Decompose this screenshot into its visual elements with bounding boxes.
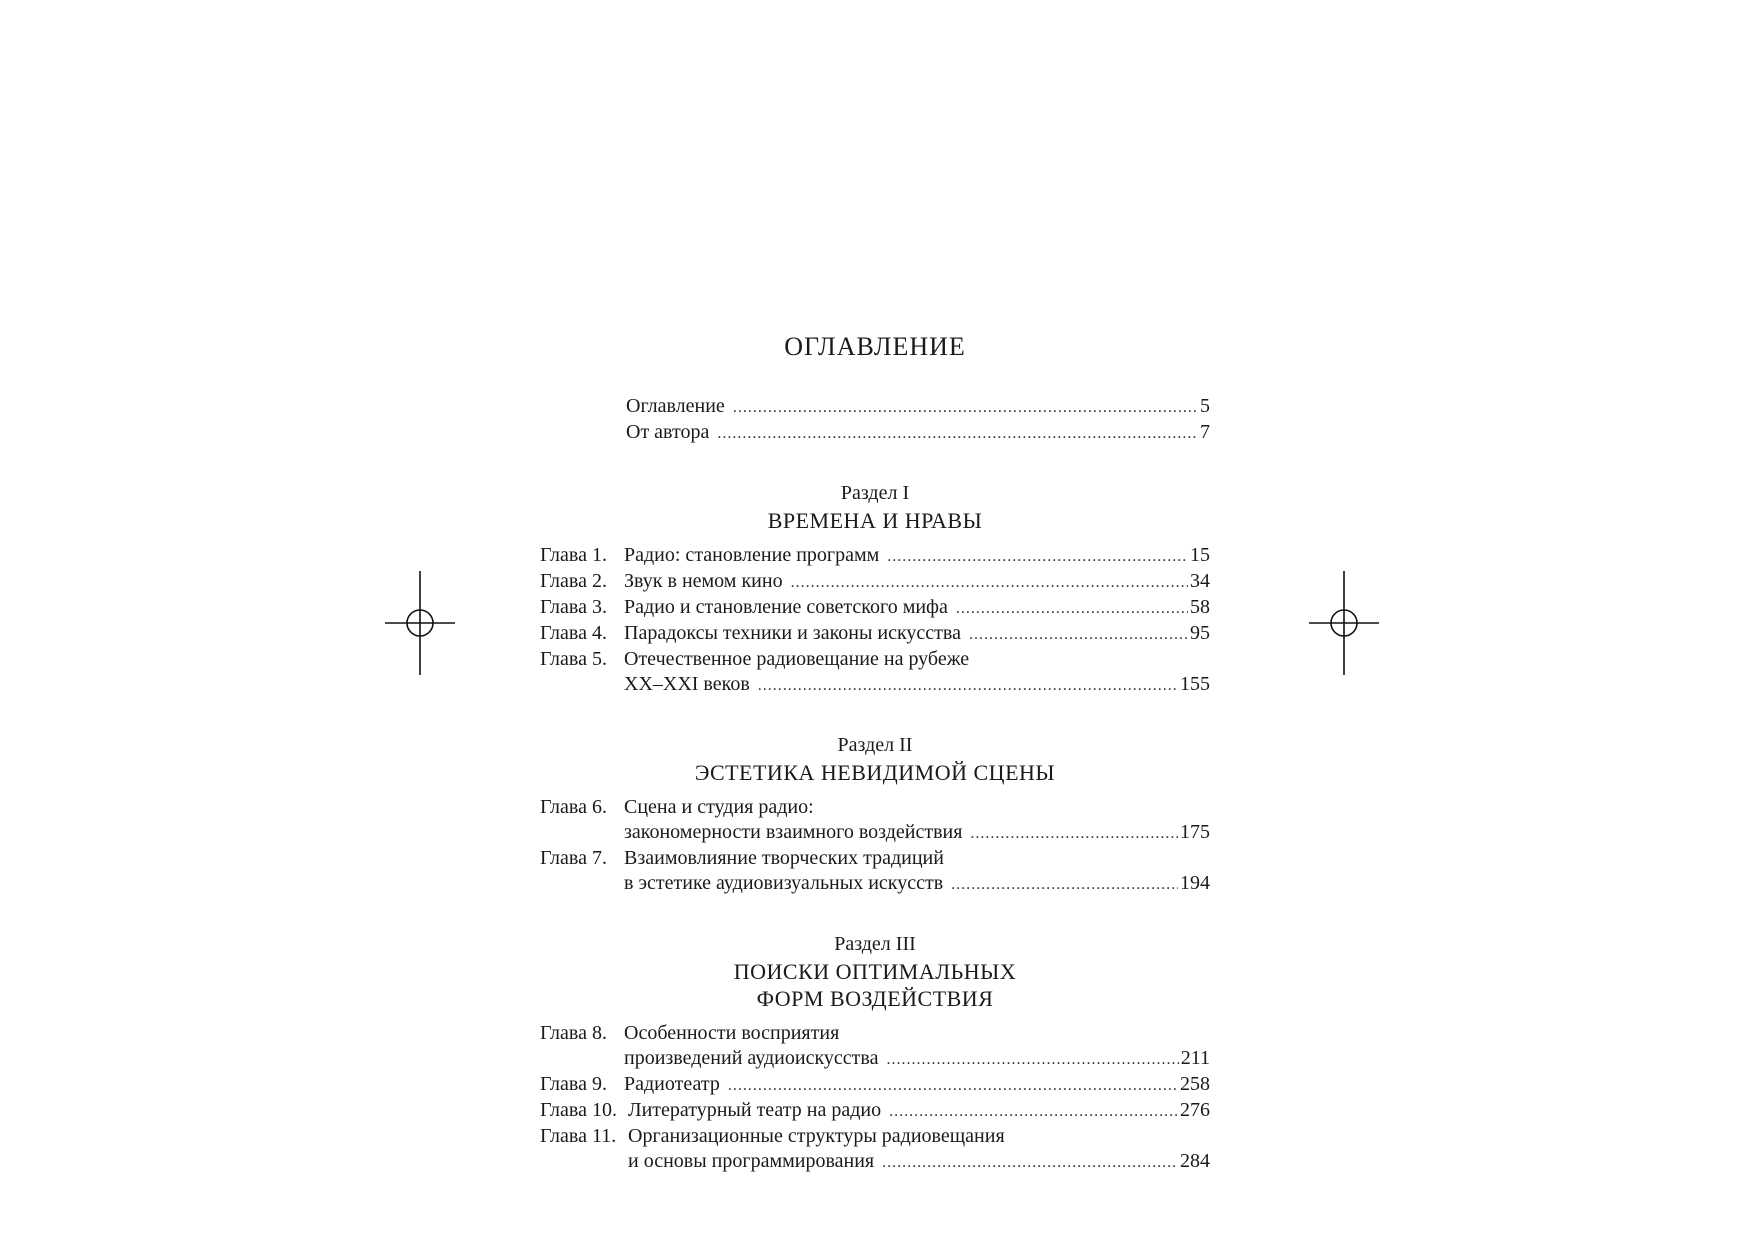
dot-leader <box>889 1099 1178 1124</box>
toc-entry-chapter <box>540 621 1210 647</box>
chapter-prefix: Глава 2. <box>540 570 607 592</box>
section-3 <box>540 931 1210 1175</box>
toc-entry-chapter <box>540 595 1210 621</box>
section-2 <box>540 732 1210 897</box>
chapter-title: Организационные структуры радиовещания <box>628 1125 1005 1147</box>
chapter-title: Радио и становление советского мифа <box>624 596 948 618</box>
chapter-title: произведений аудиоискусства <box>624 1047 879 1069</box>
section-heading: Раздел II <box>837 734 913 756</box>
section-title-line-2: ФОРМ ВОЗДЕЙСТВИЯ <box>756 986 994 1011</box>
section-title: ЭСТЕТИКА НЕВИДИМОЙ СЦЕНЫ <box>694 760 1056 785</box>
toc-entry-continuation <box>540 672 1210 698</box>
chapter-title: Литературный театр на радио <box>628 1099 882 1121</box>
entry-label: От автора <box>626 421 710 443</box>
toc-entry-chapter <box>540 1072 1210 1098</box>
chapter-title: Сцена и студия радио: <box>624 796 814 818</box>
chapter-prefix: Глава 7. <box>540 847 607 869</box>
dot-leader <box>956 596 1188 621</box>
page-number: 5 <box>1200 395 1210 417</box>
chapter-prefix: Глава 6. <box>540 796 607 818</box>
toc-entry-chapter <box>540 1124 1210 1149</box>
chapter-title: закономерности взаимного воздействия <box>624 821 963 843</box>
chapter-prefix: Глава 1. <box>540 544 607 566</box>
registration-mark-right-icon <box>1309 571 1379 675</box>
dot-leader <box>882 1150 1178 1175</box>
dot-leader <box>887 544 1188 569</box>
dot-leader <box>733 395 1198 420</box>
dot-leader <box>791 570 1188 595</box>
chapter-title: Звук в немом кино <box>624 570 783 592</box>
chapter-prefix: Глава 8. <box>540 1022 607 1044</box>
page-number: 58 <box>1190 596 1210 618</box>
chapter-title: Взаимовлияние творческих традиций <box>624 847 944 869</box>
chapter-prefix: Глава 11. <box>540 1125 617 1147</box>
chapter-prefix: Глава 3. <box>540 596 607 618</box>
entry-label: Оглавление <box>626 395 725 417</box>
chapter-title: Радио: становление программ <box>624 544 880 566</box>
page-number: 258 <box>1180 1073 1210 1095</box>
section-title: ВРЕМЕНА И НРАВЫ <box>767 508 983 533</box>
toc-entry-continuation <box>540 871 1210 897</box>
chapter-title: XX–XXI веков <box>624 673 750 695</box>
toc-title: ОГЛАВЛЕНИЕ <box>784 332 966 361</box>
dot-leader <box>951 872 1178 897</box>
chapter-prefix: Глава 9. <box>540 1073 607 1095</box>
chapter-title: Особенности восприятия <box>624 1022 840 1044</box>
toc-entry-front <box>540 394 1210 420</box>
section-heading: Раздел III <box>834 933 916 955</box>
toc-entry-front <box>540 420 1210 446</box>
toc-entry-chapter <box>540 795 1210 820</box>
page-number: 95 <box>1190 622 1210 644</box>
section-title-line-1: ПОИСКИ ОПТИМАЛЬНЫХ <box>733 959 1017 984</box>
toc-entry-chapter <box>540 1098 1210 1124</box>
toc-entry-continuation <box>540 1149 1210 1175</box>
registration-mark-left-icon <box>385 571 455 675</box>
chapter-prefix: Глава 4. <box>540 622 607 644</box>
page-number: 175 <box>1180 821 1210 843</box>
toc-entry-chapter <box>540 647 1210 672</box>
chapter-title: Парадоксы техники и законы искусства <box>624 622 961 644</box>
toc-entry-continuation <box>540 820 1210 846</box>
toc-entry-continuation <box>540 1046 1210 1072</box>
page-number: 34 <box>1190 570 1210 592</box>
dot-leader <box>728 1073 1178 1098</box>
chapter-prefix: Глава 5. <box>540 648 607 670</box>
chapter-title: Радиотеатр <box>624 1073 720 1095</box>
toc-entry-chapter <box>540 543 1210 569</box>
page-number: 7 <box>1200 421 1210 443</box>
chapter-prefix: Глава 10. <box>540 1099 617 1121</box>
chapter-title: в эстетике аудиовизуальных искусств <box>624 872 944 894</box>
page-number: 276 <box>1180 1099 1210 1121</box>
section-1 <box>540 480 1210 698</box>
dot-leader <box>717 421 1198 446</box>
page-number: 211 <box>1180 1047 1210 1069</box>
page-number: 284 <box>1180 1150 1210 1172</box>
toc-entry-chapter <box>540 1021 1210 1046</box>
dot-leader <box>758 673 1178 698</box>
page-number: 155 <box>1180 673 1210 695</box>
dot-leader <box>886 1047 1178 1072</box>
section-heading: Раздел I <box>840 482 910 504</box>
page-number: 15 <box>1190 544 1210 566</box>
toc-entry-chapter <box>540 569 1210 595</box>
chapter-title: Отечественное радиовещание на рубеже <box>624 648 970 670</box>
toc-entry-chapter <box>540 846 1210 871</box>
chapter-title: и основы программирования <box>628 1150 875 1172</box>
dot-leader <box>969 622 1188 647</box>
table-of-contents <box>540 330 1210 1175</box>
dot-leader <box>970 821 1178 846</box>
page-number: 194 <box>1180 872 1210 894</box>
